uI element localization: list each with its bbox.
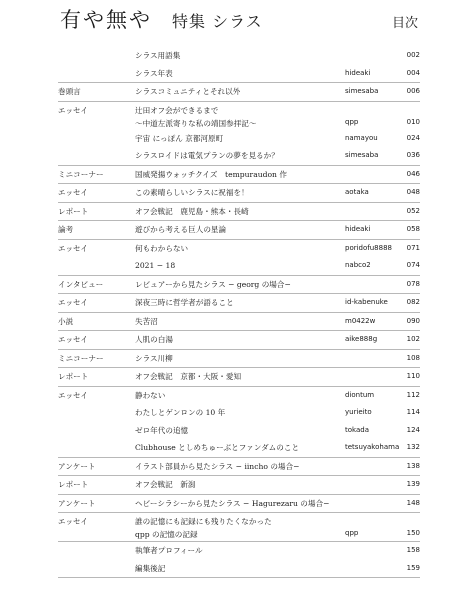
- toc-page-number: 102: [406, 335, 420, 343]
- toc-group: [58, 240, 420, 276]
- toc-row[interactable]: [58, 184, 420, 202]
- toc-group: [58, 184, 420, 203]
- toc-row[interactable]: [58, 495, 420, 513]
- toc-row[interactable]: [58, 513, 420, 541]
- toc-row[interactable]: [58, 102, 420, 130]
- toc-author: hideaki: [345, 68, 371, 77]
- toc-title: [135, 147, 279, 165]
- toc-title-line: シラスコミュニティとそれ以外: [135, 87, 241, 96]
- toc-page-number: 010: [406, 117, 420, 126]
- toc-category: エッセイ: [58, 243, 88, 253]
- toc-group: [58, 368, 420, 387]
- toc-group: [58, 294, 420, 313]
- toc-title: [135, 560, 165, 578]
- toc-title: [135, 65, 173, 83]
- toc-category: インタビュー: [58, 279, 104, 289]
- toc-title: [135, 495, 329, 513]
- toc-title: [135, 83, 240, 101]
- toc-author: tetsuyakohama: [345, 443, 400, 451]
- toc-title: [135, 404, 225, 422]
- toc-title-line: オフ会戦記 京都・大阪・愛知: [135, 372, 242, 381]
- toc-category: エッセイ: [58, 517, 88, 526]
- toc-title: [135, 368, 241, 386]
- toc-author: tokada: [345, 425, 369, 434]
- toc-page-number: 036: [406, 151, 420, 159]
- toc-category: ミニコーナー: [58, 169, 104, 179]
- toc-page-number: 048: [406, 188, 420, 196]
- toc-page-number: 108: [406, 353, 420, 362]
- toc-title: [135, 476, 196, 494]
- toc-row[interactable]: [58, 476, 420, 494]
- toc-title-line: シラスロイドは電気プランの夢を見るか？: [135, 151, 279, 160]
- toc-page-number: 082: [406, 298, 420, 306]
- toc-category: レポート: [58, 206, 89, 216]
- toc-group: [58, 513, 420, 542]
- toc-title: [135, 331, 173, 349]
- toc-row[interactable]: [58, 130, 420, 148]
- toc-title: [135, 542, 203, 560]
- toc-title-line: 人肌の白湯: [135, 335, 173, 344]
- toc-group: [58, 221, 420, 240]
- toc-title: [135, 203, 249, 221]
- toc-title: [135, 221, 226, 239]
- toc-title-line: 宇宙 にっぽん 京都河原町: [135, 133, 224, 143]
- toc-row[interactable]: [58, 83, 420, 101]
- feature-title: 特集 シラス: [172, 12, 263, 31]
- toc-row[interactable]: [58, 542, 420, 560]
- toc-group: [58, 387, 420, 458]
- toc-title: [135, 104, 257, 130]
- toc-category: アンケート: [58, 461, 96, 471]
- toc-group: [58, 313, 420, 332]
- toc-row[interactable]: [58, 313, 420, 331]
- toc-category: アンケート: [58, 498, 96, 508]
- toc-author: poridofu8888: [345, 243, 392, 252]
- toc-page-number: 138: [406, 461, 420, 470]
- toc-group: [58, 350, 420, 369]
- toc-category: レポート: [58, 372, 89, 381]
- toc-title-line: レビュアーから見たシラス − georg の場合−: [135, 279, 291, 289]
- toc-author: aotaka: [345, 188, 369, 196]
- toc-group: [58, 83, 420, 102]
- toc-page-number: 139: [406, 480, 420, 488]
- toc-author: simesaba: [345, 87, 379, 95]
- toc-group: [58, 495, 420, 514]
- toc-row[interactable]: [58, 368, 420, 386]
- toc-title-line: 何もわからない: [135, 243, 189, 253]
- toc-author: m0422w: [345, 316, 376, 325]
- toc-author: yurieito: [345, 408, 372, 416]
- toc-row[interactable]: [58, 257, 420, 275]
- toc-title-line: シラス用語集: [135, 51, 181, 60]
- toc-category: エッセイ: [58, 188, 88, 197]
- toc-page-number: 124: [406, 425, 420, 434]
- toc-author: qpp: [345, 529, 359, 537]
- toc-page-number: 052: [406, 206, 420, 215]
- toc-category: エッセイ: [58, 335, 88, 344]
- toc-page-number: 132: [406, 443, 420, 451]
- toc-title: [135, 422, 188, 440]
- toc-row[interactable]: [58, 422, 420, 440]
- toc-title-line: シラス川柳: [135, 353, 173, 363]
- toc-title: [135, 166, 287, 184]
- toc-title: [135, 276, 291, 294]
- toc-page-number: 148: [406, 498, 420, 507]
- toc-title: [135, 47, 180, 65]
- toc-row[interactable]: [58, 560, 420, 578]
- toc-category: 巻頭言: [58, 87, 81, 96]
- toc-group: [58, 102, 420, 166]
- toc-title-line: ゼロ年代の追憶: [135, 425, 189, 435]
- toc-row[interactable]: [58, 203, 420, 221]
- toc-row[interactable]: [58, 276, 420, 294]
- toc-row[interactable]: [58, 458, 420, 476]
- toc-subtitle-line: 〜中道左派寄りな私の靖国参拝記〜: [135, 118, 257, 128]
- toc-category: エッセイ: [58, 298, 88, 307]
- toc-title-line: オフ会戦記 新潟: [135, 480, 196, 489]
- toc-page-number: 090: [406, 316, 420, 325]
- toc-page-number: 006: [406, 87, 420, 95]
- toc-title: [135, 458, 299, 476]
- toc-group: [58, 542, 420, 578]
- toc-row[interactable]: [58, 47, 420, 65]
- toc-page-number: 024: [406, 133, 420, 142]
- toc-page-number: 078: [406, 279, 420, 288]
- toc-page-number: 150: [406, 529, 420, 537]
- toc-author: aike888g: [345, 335, 378, 343]
- toc-title-line: 執筆者プロフィール: [135, 546, 203, 555]
- toc-title-line: 遊びから考える巨人の星論: [135, 225, 227, 234]
- toc-title-line: イラスト部員から見たシラス − iincho の場合−: [135, 461, 300, 471]
- toc-category: 小説: [58, 316, 74, 326]
- toc-group: [58, 203, 420, 222]
- toc-page-number: 112: [406, 390, 420, 399]
- toc-title-line: 2021 − 18: [135, 261, 176, 270]
- toc-title-line: 辻田オフ会ができるまで: [135, 105, 219, 115]
- toc-category: エッセイ: [58, 390, 88, 400]
- toc-title-line: オフ会戦記 鹿児島・熊本・長崎: [135, 206, 249, 216]
- toc-page-number: 058: [406, 225, 420, 233]
- toc-row[interactable]: [58, 240, 420, 258]
- toc-title-line: この素晴らしいシラスに祝福を！: [135, 188, 249, 197]
- toc-title-line: 編集後記: [135, 563, 166, 573]
- toc-title-line: 深夜三時に哲学者が語ること: [135, 298, 234, 307]
- toc-title: [135, 439, 299, 457]
- toc-page-number: 110: [406, 372, 420, 380]
- toc-row[interactable]: [58, 65, 420, 83]
- toc-title-line: 国威発揚ウォッチクイズ tempuraudon 作: [135, 169, 287, 179]
- toc-category: レポート: [58, 480, 89, 489]
- toc-page-number: 114: [406, 408, 420, 416]
- toc-row[interactable]: [58, 404, 420, 422]
- magazine-title: 有や無や: [60, 8, 152, 32]
- header: [0, 0, 474, 40]
- toc-author: id-kabenuke: [345, 298, 388, 306]
- toc-page-number: 159: [406, 563, 420, 572]
- toc-author: simesaba: [345, 151, 379, 159]
- toc-row[interactable]: [58, 331, 420, 349]
- toc-author: qpp: [345, 117, 359, 126]
- toc-page-number: 002: [406, 51, 420, 59]
- toc-row[interactable]: [58, 294, 420, 312]
- toc-group: [58, 276, 420, 295]
- toc-page-number: 071: [406, 243, 420, 252]
- toc-title-line: わたしとゲンロンの 10 年: [135, 408, 226, 417]
- toc-title: [135, 350, 173, 368]
- toc-row[interactable]: [58, 439, 420, 457]
- toc-author: namayou: [345, 133, 378, 142]
- toc-group: [58, 331, 420, 350]
- toc-page-number: 046: [406, 169, 420, 178]
- toc-author: nabco2: [345, 261, 371, 269]
- toc-label: 目次: [392, 16, 419, 31]
- toc-row[interactable]: [58, 387, 420, 405]
- toc-page-number: 074: [406, 261, 420, 269]
- table-of-contents: [58, 47, 420, 578]
- toc-row[interactable]: [58, 166, 420, 184]
- toc-row[interactable]: [58, 350, 420, 368]
- toc-title: [135, 257, 175, 275]
- toc-group: [58, 47, 420, 83]
- toc-title: [135, 294, 234, 312]
- toc-row[interactable]: [58, 221, 420, 239]
- toc-category: エッセイ: [58, 105, 88, 115]
- toc-title-line: ヘビーシラシーから見たシラス − Hagurezaru の場合−: [135, 498, 330, 508]
- toc-title: [135, 515, 272, 541]
- toc-author: hideaki: [345, 225, 371, 233]
- toc-title: [135, 313, 158, 331]
- toc-title: [135, 387, 165, 405]
- toc-title-line: Clubhouse としめちゅーぶとファンダムのこと: [135, 443, 300, 452]
- toc-title-line: 誰の記憶にも記録にも残りたくなかった: [135, 517, 272, 526]
- toc-title-line: 静わない: [135, 390, 166, 400]
- toc-category: 論考: [58, 225, 74, 234]
- toc-group: [58, 476, 420, 495]
- toc-group: [58, 458, 420, 477]
- toc-page-number: 158: [406, 546, 420, 554]
- toc-title-line: 失苦沼: [135, 316, 158, 326]
- toc-page-number: 004: [406, 68, 420, 77]
- toc-subtitle-line: qpp の記憶の記録: [135, 530, 198, 539]
- toc-title: [135, 130, 223, 148]
- toc-row[interactable]: [58, 147, 420, 165]
- toc-title: [135, 184, 249, 202]
- toc-category: ミニコーナー: [58, 353, 104, 363]
- toc-author: diontum: [345, 390, 375, 399]
- toc-title-line: シラス年表: [135, 68, 173, 78]
- toc-group: [58, 166, 420, 185]
- toc-title: [135, 240, 188, 258]
